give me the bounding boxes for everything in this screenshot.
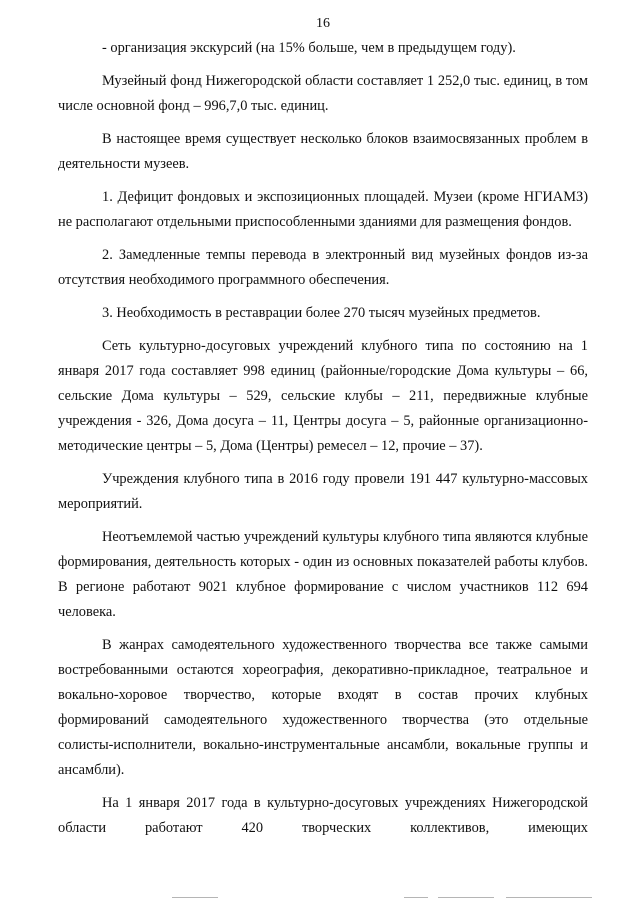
paragraph-club-events: Учреждения клубного типа в 2016 году провели 191 447 культурно-массовых мероприятий. bbox=[58, 471, 588, 512]
paragraph-problem-2: 2. Замедленные темпы перевода в электронный вид музейных фондов из-за отсутствия необходимого программного обеспечения. bbox=[58, 247, 588, 288]
scan-dash bbox=[438, 897, 494, 898]
paragraph-club-formations: Неотъемлемой частью учреждений культуры клубного типа являются клубные формирования, деятельность которых - один из основных показателей работы клубов. В регионе работают 9021 клубное формирование с числом участников 112 694 человека. bbox=[58, 529, 588, 620]
paragraph-excursions: - организация экскурсий (на 15% больше, чем в предыдущем году). bbox=[102, 40, 516, 56]
paragraph-amateur-genres: В жанрах самодеятельного художественного творчества все также самыми востребованными остаются хореография, декоративно-прикладное, театральное и вокально-хоровое творчество, которые входят в состав прочих клубных формирований самодеятельного художественного творчества (это отдельные солисты-исполнители, вокально-инструментальные ансамбли, вокальные группы и ансамбли). bbox=[58, 637, 588, 778]
scan-dash bbox=[404, 897, 428, 898]
paragraph-problems-intro: В настоящее время существует несколько блоков взаимосвязанных проблем в деятельности музеев. bbox=[58, 131, 588, 172]
paragraph-museum-fund: Музейный фонд Нижегородской области составляет 1 252,0 тыс. единиц, в том числе основной фонд – 996,7,0 тыс. единиц. bbox=[58, 73, 588, 114]
paragraph-problem-1: 1. Дефицит фондовых и экспозиционных площадей. Музеи (кроме НГИАМЗ) не располагают отдельными приспособленными зданиями для размещения фондов. bbox=[58, 189, 588, 230]
paragraph-club-network: Сеть культурно-досуговых учреждений клубного типа по состоянию на 1 января 2017 года составляет 998 единиц (районные/городские Дома культуры – 66, сельские Дома культуры – 529, сельские клубы – 211, передвижные клубные учреждения - 326, Дома досуга – 11, Центры досуга – 5, районные организационно-методические центры – 5, Дома (Центры) ремесел – 12, прочие – 37). bbox=[58, 338, 588, 454]
paragraph-problem-3: 3. Необходимость в реставрации более 270 тысяч музейных предметов. bbox=[102, 305, 541, 321]
scan-dash bbox=[172, 897, 218, 898]
scan-dash bbox=[506, 897, 592, 898]
paragraph-creative-collectives: На 1 января 2017 года в культурно-досуговых учреждениях Нижегородской области работают 420 творческих коллективов, имеющих bbox=[58, 795, 588, 836]
page-number: 16 bbox=[316, 16, 330, 31]
scan-edge-artifact bbox=[0, 889, 640, 905]
